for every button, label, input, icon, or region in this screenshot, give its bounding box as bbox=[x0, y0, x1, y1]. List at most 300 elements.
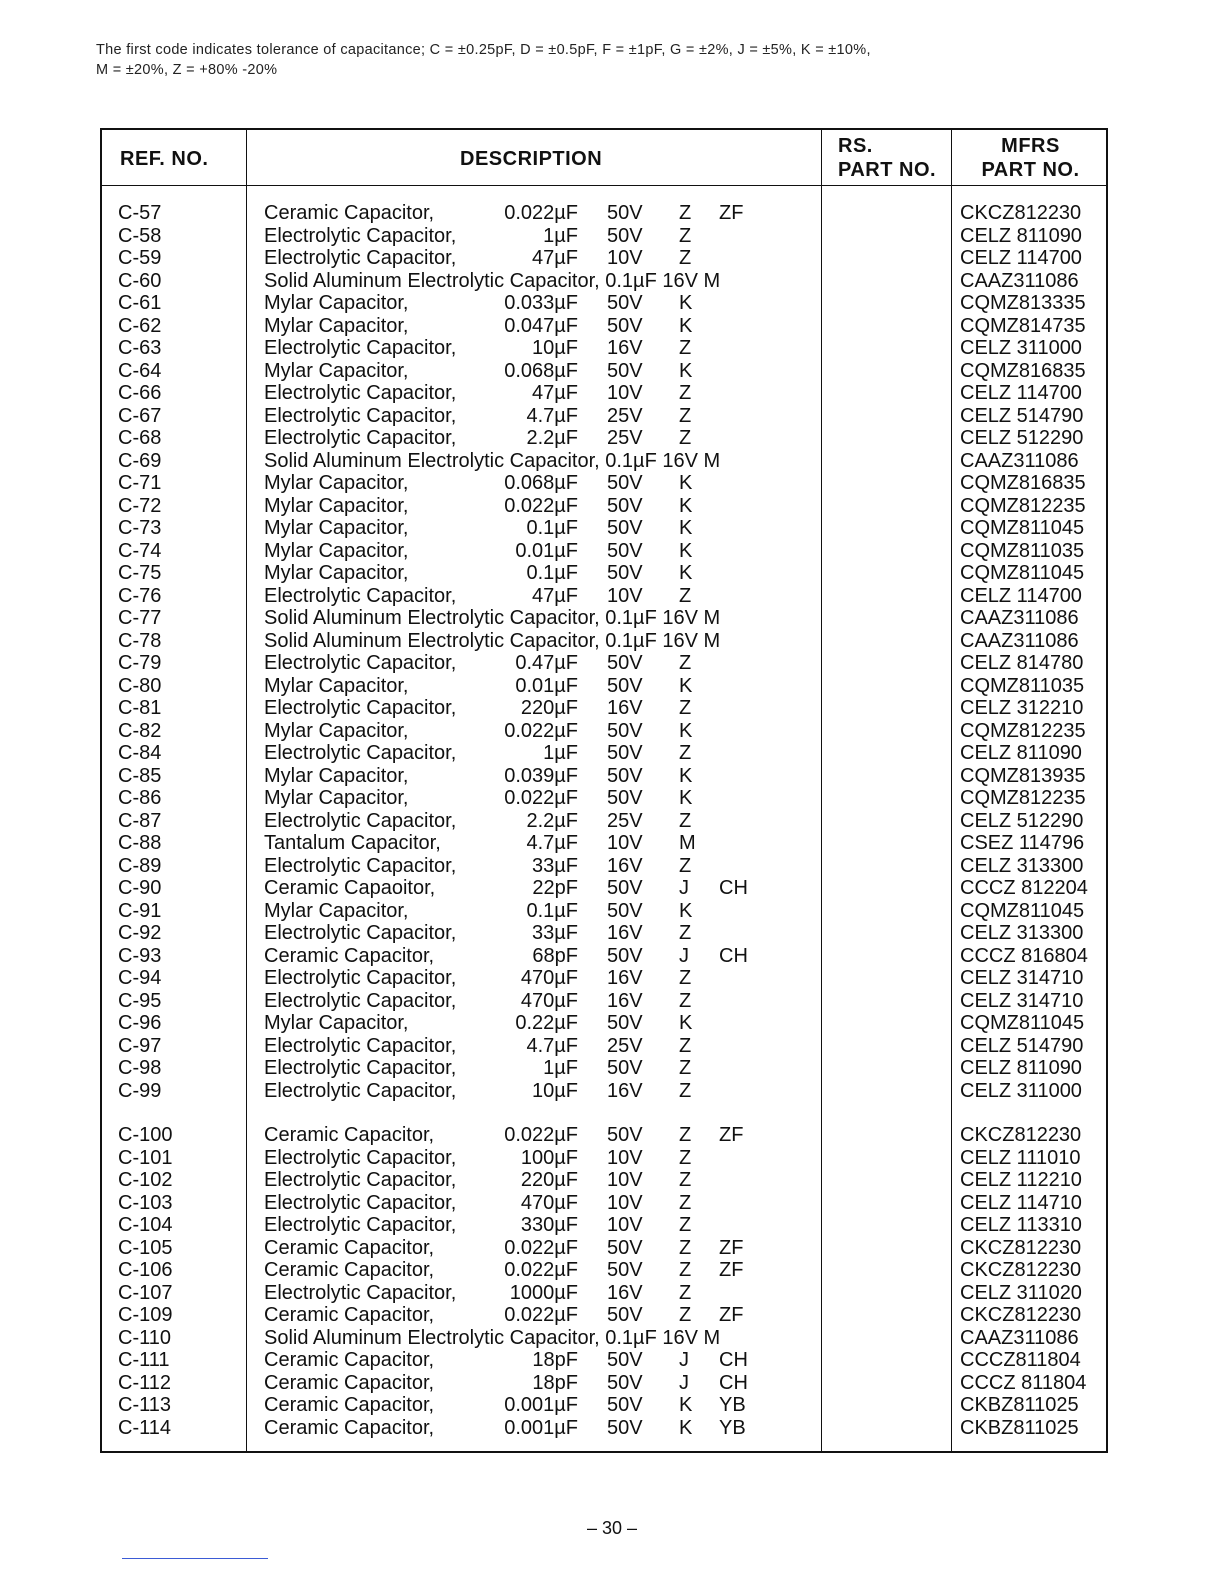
mfrs-part-no-cell: CQMZ811045 bbox=[960, 517, 1085, 539]
tolerance-cell: Z bbox=[679, 1146, 692, 1169]
ref-no-cell: C-93 bbox=[118, 944, 162, 967]
tolerance-cell: Z bbox=[679, 337, 692, 359]
value-cell: 0.039µF bbox=[504, 764, 578, 787]
tolerance-cell: K bbox=[679, 314, 693, 337]
value-cell: 470µF bbox=[520, 1191, 578, 1214]
mfrs-part-no-cell: CKCZ812230 bbox=[960, 1304, 1082, 1326]
mfrs-part-no-cell: CCCZ 811804 bbox=[960, 1371, 1087, 1394]
description-cell: Ceramic Capacitor, bbox=[264, 944, 435, 967]
mfrs-part-no-cell: CSEZ 114796 bbox=[960, 832, 1085, 854]
description-cell: Mylar Capacitor, bbox=[264, 292, 409, 314]
voltage-cell: 10V bbox=[607, 1169, 643, 1191]
tolerance-cell: K bbox=[679, 472, 693, 494]
tolerance-cell: Z bbox=[679, 247, 692, 269]
description-cell: Ceramic Capacitor, bbox=[264, 1236, 435, 1259]
tolerance-cell: Z bbox=[679, 584, 692, 607]
voltage-cell: 16V bbox=[607, 1281, 643, 1304]
voltage-cell: 50V bbox=[607, 1304, 643, 1326]
value-cell: 220µF bbox=[520, 697, 578, 719]
table-row bbox=[102, 990, 1106, 1013]
value-cell: 22pF bbox=[532, 877, 578, 899]
ref-no-cell: C-113 bbox=[118, 1394, 171, 1416]
tolerance-cell: Z bbox=[679, 1304, 692, 1326]
ref-no-cell: C-105 bbox=[118, 1236, 173, 1259]
description-cell: Electrolytic Capacitor, bbox=[264, 967, 457, 989]
description-cell: Electrolytic Capacitor, bbox=[264, 584, 457, 607]
tolerance-cell: Z bbox=[679, 1191, 692, 1214]
description-cell: Ceramic Capacitor, bbox=[264, 1304, 435, 1326]
mfrs-part-no-cell: CELZ 311000 bbox=[960, 1079, 1082, 1102]
value-cell: 10µF bbox=[532, 1079, 578, 1102]
ref-no-cell: C-104 bbox=[118, 1214, 173, 1236]
ref-no-cell: C-86 bbox=[118, 787, 162, 809]
ref-no-cell: C-90 bbox=[118, 877, 162, 899]
table-row bbox=[102, 1259, 1106, 1282]
ref-no-cell: C-76 bbox=[118, 584, 162, 607]
table-row bbox=[102, 1124, 1106, 1147]
voltage-cell: 50V bbox=[607, 1057, 643, 1079]
mfrs-part-no-cell: CCCZ 816804 bbox=[960, 944, 1088, 967]
ref-no-cell: C-64 bbox=[118, 359, 162, 382]
description-cell: Electrolytic Capacitor, bbox=[264, 1034, 457, 1057]
table-row bbox=[102, 832, 1106, 855]
ref-no-cell: C-62 bbox=[118, 314, 162, 337]
mfrs-part-no-cell: CELZ 312210 bbox=[960, 697, 1084, 719]
description-cell: Ceramic Capacitor, bbox=[264, 1349, 435, 1371]
value-cell: 330µF bbox=[520, 1214, 578, 1236]
mfrs-part-no-cell: CQMZ812235 bbox=[960, 494, 1086, 517]
value-cell: 4.7µF bbox=[526, 1034, 578, 1057]
description-cell: Ceramic Capaoitor, bbox=[264, 877, 436, 899]
table-row bbox=[102, 270, 1106, 293]
table-row bbox=[102, 495, 1106, 518]
mfrs-part-no-cell: CELZ 111010 bbox=[960, 1146, 1081, 1169]
voltage-cell: 50V bbox=[607, 539, 643, 562]
voltage-cell: 16V bbox=[607, 337, 643, 359]
ref-no-cell: C-107 bbox=[118, 1281, 173, 1304]
description-cell: Electrolytic Capacitor, bbox=[264, 1281, 457, 1304]
description-cell: Electrolytic Capacitor, bbox=[264, 1169, 457, 1191]
value-cell: 68pF bbox=[532, 944, 578, 967]
tolerance-cell: Z bbox=[679, 1281, 692, 1304]
table-row bbox=[102, 922, 1106, 945]
tolerance-note-line-2: M = ±20%, Z = +80% -20% bbox=[96, 62, 278, 78]
voltage-cell: 50V bbox=[607, 742, 643, 764]
table-row bbox=[102, 562, 1106, 585]
ref-no-cell: C-77 bbox=[118, 607, 162, 629]
voltage-cell: 50V bbox=[607, 1416, 643, 1439]
type-cell: CH bbox=[719, 877, 748, 899]
tolerance-note-line-1: The first code indicates tolerance of capacitance; C = ±0.25pF, D = ±0.5pF, F = ±1pF, G = ±2%, J = ±5%, K = ±10%, bbox=[96, 42, 871, 58]
voltage-cell: 16V bbox=[607, 922, 643, 944]
ref-no-cell: C-102 bbox=[118, 1169, 173, 1191]
ref-no-cell: C-71 bbox=[118, 472, 162, 494]
mfrs-part-no-cell: CKCZ812230 bbox=[960, 1259, 1082, 1281]
voltage-cell: 10V bbox=[607, 1214, 643, 1236]
tolerance-cell: Z bbox=[679, 1259, 692, 1281]
ref-no-cell: C-101 bbox=[118, 1146, 173, 1169]
table-row bbox=[102, 742, 1106, 765]
voltage-cell: 50V bbox=[607, 652, 643, 674]
voltage-cell: 10V bbox=[607, 1146, 643, 1169]
ref-no-cell: C-97 bbox=[118, 1034, 162, 1057]
mfrs-part-no-cell: CQMZ813335 bbox=[960, 292, 1086, 314]
type-cell: CH bbox=[719, 1349, 748, 1371]
tolerance-cell: K bbox=[679, 899, 693, 922]
table-row bbox=[102, 405, 1106, 428]
voltage-cell: 50V bbox=[607, 314, 643, 337]
tolerance-cell: Z bbox=[679, 382, 692, 404]
ref-no-cell: C-114 bbox=[118, 1416, 171, 1439]
value-cell: 0.001µF bbox=[504, 1394, 578, 1416]
value-cell: 0.01µF bbox=[515, 674, 578, 697]
value-cell: 0.022µF bbox=[504, 494, 578, 517]
ref-no-cell: C-94 bbox=[118, 967, 162, 989]
table-row bbox=[102, 1147, 1106, 1170]
voltage-cell: 50V bbox=[607, 719, 643, 742]
table-row bbox=[102, 1012, 1106, 1035]
description-cell: Solid Aluminum Electrolytic Capacitor, 0.1µF 16V M bbox=[264, 1326, 721, 1349]
tolerance-cell: Z bbox=[679, 1169, 692, 1191]
value-cell: 1µF bbox=[543, 1057, 578, 1079]
tolerance-cell: Z bbox=[679, 1079, 692, 1102]
value-cell: 0.022µF bbox=[504, 1236, 578, 1259]
table-row bbox=[102, 1035, 1106, 1058]
table-row bbox=[102, 1417, 1106, 1440]
value-cell: 1µF bbox=[543, 224, 578, 247]
voltage-cell: 10V bbox=[607, 832, 643, 854]
table-row bbox=[102, 337, 1106, 360]
tolerance-cell: K bbox=[679, 1394, 693, 1416]
mfrs-part-no-cell: CELZ 311000 bbox=[960, 337, 1082, 359]
ref-no-cell: C-106 bbox=[118, 1259, 173, 1281]
table-row bbox=[102, 675, 1106, 698]
voltage-cell: 50V bbox=[607, 1371, 643, 1394]
ref-no-cell: C-110 bbox=[118, 1326, 171, 1349]
tolerance-cell: K bbox=[679, 292, 693, 314]
description-cell: Electrolytic Capacitor, bbox=[264, 1191, 457, 1214]
header-rs-line-2: PART NO. bbox=[838, 159, 937, 181]
tolerance-cell: Z bbox=[679, 922, 692, 944]
table-row bbox=[102, 1080, 1106, 1103]
voltage-cell: 50V bbox=[607, 1259, 643, 1281]
description-cell: Electrolytic Capacitor, bbox=[264, 382, 457, 404]
ref-no-cell: C-92 bbox=[118, 922, 162, 944]
mfrs-part-no-cell: CKBZ811025 bbox=[960, 1394, 1079, 1416]
value-cell: 0.068µF bbox=[504, 359, 578, 382]
value-cell: 0.1µF bbox=[526, 899, 578, 922]
table-row bbox=[102, 585, 1106, 608]
description-cell: Electrolytic Capacitor, bbox=[264, 247, 457, 269]
mfrs-part-no-cell: CELZ 314710 bbox=[960, 967, 1084, 989]
tolerance-cell: K bbox=[679, 1012, 693, 1034]
value-cell: 47µF bbox=[532, 382, 578, 404]
value-cell: 470µF bbox=[520, 989, 578, 1012]
ref-no-cell: C-95 bbox=[118, 989, 162, 1012]
voltage-cell: 25V bbox=[607, 1034, 643, 1057]
ref-no-cell: C-74 bbox=[118, 539, 162, 562]
voltage-cell: 10V bbox=[607, 382, 643, 404]
tolerance-cell: Z bbox=[679, 1034, 692, 1057]
voltage-cell: 16V bbox=[607, 854, 643, 877]
value-cell: 0.068µF bbox=[504, 472, 578, 494]
header-mfrs-line-1: MFRS bbox=[1001, 135, 1060, 157]
mfrs-part-no-cell: CQMZ813935 bbox=[960, 764, 1086, 787]
ref-no-cell: C-75 bbox=[118, 562, 162, 584]
voltage-cell: 50V bbox=[607, 494, 643, 517]
table-row bbox=[102, 787, 1106, 810]
value-cell: 0.022µF bbox=[504, 1259, 578, 1281]
mfrs-part-no-cell: CQMZ811045 bbox=[960, 899, 1085, 922]
description-cell: Mylar Capacitor, bbox=[264, 1012, 409, 1034]
voltage-cell: 10V bbox=[607, 247, 643, 269]
tolerance-cell: Z bbox=[679, 967, 692, 989]
description-cell: Solid Aluminum Electrolytic Capacitor, 0.1µF 16V M bbox=[264, 629, 721, 652]
ref-no-cell: C-87 bbox=[118, 809, 162, 832]
ref-no-cell: C-57 bbox=[118, 202, 162, 224]
ref-no-cell: C-68 bbox=[118, 427, 162, 449]
type-cell: YB bbox=[719, 1394, 746, 1416]
parts-table bbox=[100, 128, 1108, 1453]
description-cell: Electrolytic Capacitor, bbox=[264, 224, 457, 247]
tolerance-cell: Z bbox=[679, 224, 692, 247]
description-cell: Electrolytic Capacitor, bbox=[264, 1079, 457, 1102]
type-cell: ZF bbox=[719, 1304, 744, 1326]
value-cell: 1000µF bbox=[509, 1281, 578, 1304]
page-number: – 30 – bbox=[586, 1518, 638, 1538]
tolerance-cell: K bbox=[679, 719, 693, 742]
table-row bbox=[102, 607, 1106, 630]
table-row bbox=[102, 315, 1106, 338]
value-cell: 2.2µF bbox=[526, 427, 578, 449]
value-cell: 0.22µF bbox=[515, 1012, 578, 1034]
description-cell: Ceramic Capacitor, bbox=[264, 1371, 435, 1394]
mfrs-part-no-cell: CELZ 114700 bbox=[960, 584, 1082, 607]
table-row bbox=[102, 877, 1106, 900]
description-cell: Mylar Capacitor, bbox=[264, 764, 409, 787]
mfrs-part-no-cell: CCCZ 812204 bbox=[960, 877, 1088, 899]
mfrs-part-no-cell: CQMZ811035 bbox=[960, 674, 1085, 697]
type-cell: ZF bbox=[719, 1124, 744, 1146]
tolerance-cell: Z bbox=[679, 1236, 692, 1259]
ref-no-cell: C-82 bbox=[118, 719, 162, 742]
mfrs-part-no-cell: CQMZ811035 bbox=[960, 539, 1085, 562]
tolerance-cell: K bbox=[679, 562, 693, 584]
mfrs-part-no-cell: CELZ 811090 bbox=[960, 1057, 1082, 1079]
tolerance-cell: Z bbox=[679, 652, 692, 674]
table-row bbox=[102, 427, 1106, 450]
mfrs-part-no-cell: CELZ 512290 bbox=[960, 809, 1084, 832]
description-cell: Mylar Capacitor, bbox=[264, 787, 409, 809]
voltage-cell: 50V bbox=[607, 202, 643, 224]
value-cell: 0.022µF bbox=[504, 202, 578, 224]
table-row bbox=[102, 382, 1106, 405]
value-cell: 470µF bbox=[520, 967, 578, 989]
footer-rule bbox=[122, 1558, 268, 1559]
table-row bbox=[102, 517, 1106, 540]
mfrs-part-no-cell: CELZ 311020 bbox=[960, 1281, 1082, 1304]
description-cell: Mylar Capacitor, bbox=[264, 539, 409, 562]
description-cell: Ceramic Capacitor, bbox=[264, 1416, 435, 1439]
ref-no-cell: C-91 bbox=[118, 899, 162, 922]
tolerance-cell: K bbox=[679, 494, 693, 517]
description-cell: Electrolytic Capacitor, bbox=[264, 697, 457, 719]
table-row bbox=[102, 810, 1106, 833]
mfrs-part-no-cell: CQMZ812235 bbox=[960, 787, 1086, 809]
description-cell: Mylar Capacitor, bbox=[264, 562, 409, 584]
table-row bbox=[102, 630, 1106, 653]
voltage-cell: 50V bbox=[607, 292, 643, 314]
table-row bbox=[102, 1192, 1106, 1215]
description-cell: Mylar Capacitor, bbox=[264, 472, 409, 494]
description-cell: Electrolytic Capacitor, bbox=[264, 989, 457, 1012]
tolerance-cell: K bbox=[679, 674, 693, 697]
voltage-cell: 16V bbox=[607, 1079, 643, 1102]
mfrs-part-no-cell: CAAZ311086 bbox=[960, 607, 1079, 629]
description-cell: Ceramic Capacitor, bbox=[264, 202, 435, 224]
voltage-cell: 50V bbox=[607, 1124, 643, 1146]
table-row bbox=[102, 1327, 1106, 1350]
description-cell: Electrolytic Capacitor, bbox=[264, 1057, 457, 1079]
voltage-cell: 10V bbox=[607, 1191, 643, 1214]
mfrs-part-no-cell: CELZ 114710 bbox=[960, 1191, 1082, 1214]
mfrs-part-no-cell: CAAZ311086 bbox=[960, 269, 1079, 292]
mfrs-part-no-cell: CQMZ814735 bbox=[960, 314, 1086, 337]
ref-no-cell: C-59 bbox=[118, 247, 162, 269]
description-cell: Mylar Capacitor, bbox=[264, 719, 409, 742]
table-row bbox=[102, 1214, 1106, 1237]
ref-no-cell: C-109 bbox=[118, 1304, 173, 1326]
value-cell: 2.2µF bbox=[526, 809, 578, 832]
value-cell: 1µF bbox=[543, 742, 578, 764]
value-cell: 18pF bbox=[532, 1349, 578, 1371]
voltage-cell: 50V bbox=[607, 224, 643, 247]
mfrs-part-no-cell: CKBZ811025 bbox=[960, 1416, 1079, 1439]
table-row bbox=[102, 1237, 1106, 1260]
voltage-cell: 50V bbox=[607, 787, 643, 809]
mfrs-part-no-cell: CELZ 112210 bbox=[960, 1169, 1082, 1191]
ref-no-cell: C-80 bbox=[118, 674, 162, 697]
voltage-cell: 16V bbox=[607, 967, 643, 989]
ref-no-cell: C-79 bbox=[118, 652, 162, 674]
mfrs-part-no-cell: CKCZ812230 bbox=[960, 1236, 1082, 1259]
description-cell: Electrolytic Capacitor, bbox=[264, 809, 457, 832]
tolerance-cell: Z bbox=[679, 809, 692, 832]
description-cell: Electrolytic Capacitor, bbox=[264, 1146, 457, 1169]
value-cell: 4.7µF bbox=[526, 404, 578, 427]
ref-no-cell: C-98 bbox=[118, 1057, 162, 1079]
description-cell: Electrolytic Capacitor, bbox=[264, 337, 457, 359]
voltage-cell: 10V bbox=[607, 584, 643, 607]
value-cell: 0.033µF bbox=[504, 292, 578, 314]
ref-no-cell: C-99 bbox=[118, 1079, 162, 1102]
table-row bbox=[102, 652, 1106, 675]
table-row bbox=[102, 472, 1106, 495]
voltage-cell: 25V bbox=[607, 404, 643, 427]
mfrs-part-no-cell: CQMZ811045 bbox=[960, 1012, 1085, 1034]
table-row bbox=[102, 292, 1106, 315]
table-row bbox=[102, 1394, 1106, 1417]
mfrs-part-no-cell: CQMZ811045 bbox=[960, 562, 1085, 584]
table-row bbox=[102, 720, 1106, 743]
voltage-cell: 50V bbox=[607, 674, 643, 697]
mfrs-part-no-cell: CQMZ812235 bbox=[960, 719, 1086, 742]
mfrs-part-no-cell: CELZ 313300 bbox=[960, 854, 1084, 877]
voltage-cell: 50V bbox=[607, 562, 643, 584]
description-cell: Mylar Capacitor, bbox=[264, 674, 409, 697]
voltage-cell: 50V bbox=[607, 1394, 643, 1416]
mfrs-part-no-cell: CAAZ311086 bbox=[960, 449, 1079, 472]
voltage-cell: 50V bbox=[607, 359, 643, 382]
table-row bbox=[102, 855, 1106, 878]
ref-no-cell: C-88 bbox=[118, 832, 162, 854]
type-cell: ZF bbox=[719, 1259, 744, 1281]
voltage-cell: 50V bbox=[607, 764, 643, 787]
tolerance-cell: K bbox=[679, 517, 693, 539]
description-cell: Tantalum Capacitor, bbox=[264, 832, 441, 854]
ref-no-cell: C-63 bbox=[118, 337, 162, 359]
voltage-cell: 50V bbox=[607, 472, 643, 494]
type-cell: CH bbox=[719, 1371, 748, 1394]
mfrs-part-no-cell: CELZ 514790 bbox=[960, 404, 1084, 427]
tolerance-cell: Z bbox=[679, 404, 692, 427]
tolerance-cell: Z bbox=[679, 1057, 692, 1079]
value-cell: 47µF bbox=[532, 247, 578, 269]
type-cell: ZF bbox=[719, 1236, 744, 1259]
header-divider bbox=[102, 185, 1106, 186]
ref-no-cell: C-112 bbox=[118, 1371, 171, 1394]
tolerance-cell: J bbox=[679, 1349, 689, 1371]
description-cell: Electrolytic Capacitor, bbox=[264, 1214, 457, 1236]
ref-no-cell: C-96 bbox=[118, 1012, 162, 1034]
description-cell: Solid Aluminum Electrolytic Capacitor, 0.1µF 16V M bbox=[264, 269, 721, 292]
ref-no-cell: C-73 bbox=[118, 517, 162, 539]
description-cell: Electrolytic Capacitor, bbox=[264, 854, 457, 877]
ref-no-cell: C-58 bbox=[118, 224, 162, 247]
ref-no-cell: C-111 bbox=[118, 1349, 170, 1371]
type-cell: ZF bbox=[719, 202, 744, 224]
tolerance-cell: Z bbox=[679, 427, 692, 449]
table-row bbox=[102, 540, 1106, 563]
header-ref-no: REF. NO. bbox=[120, 148, 209, 170]
voltage-cell: 50V bbox=[607, 899, 643, 922]
value-cell: 4.7µF bbox=[526, 832, 578, 854]
value-cell: 0.022µF bbox=[504, 1304, 578, 1326]
mfrs-part-no-cell: CELZ 811090 bbox=[960, 224, 1082, 247]
value-cell: 18pF bbox=[532, 1371, 578, 1394]
voltage-cell: 50V bbox=[607, 517, 643, 539]
description-cell: Mylar Capacitor, bbox=[264, 314, 409, 337]
mfrs-part-no-cell: CQMZ816835 bbox=[960, 472, 1086, 494]
mfrs-part-no-cell: CELZ 313300 bbox=[960, 922, 1084, 944]
tolerance-cell: Z bbox=[679, 202, 692, 224]
type-cell: YB bbox=[719, 1416, 746, 1439]
ref-no-cell: C-89 bbox=[118, 854, 162, 877]
description-cell: Ceramic Capacitor, bbox=[264, 1394, 435, 1416]
tolerance-cell: Z bbox=[679, 1124, 692, 1146]
mfrs-part-no-cell: CCCZ811804 bbox=[960, 1349, 1081, 1371]
ref-no-cell: C-78 bbox=[118, 629, 162, 652]
ref-no-cell: C-69 bbox=[118, 449, 162, 472]
ref-no-cell: C-100 bbox=[118, 1124, 173, 1146]
table-row bbox=[102, 1304, 1106, 1327]
table-row bbox=[102, 360, 1106, 383]
value-cell: 0.47µF bbox=[515, 652, 578, 674]
table-row bbox=[102, 247, 1106, 270]
mfrs-part-no-cell: CELZ 512290 bbox=[960, 427, 1084, 449]
ref-no-cell: C-67 bbox=[118, 404, 162, 427]
ref-no-cell: C-66 bbox=[118, 382, 162, 404]
